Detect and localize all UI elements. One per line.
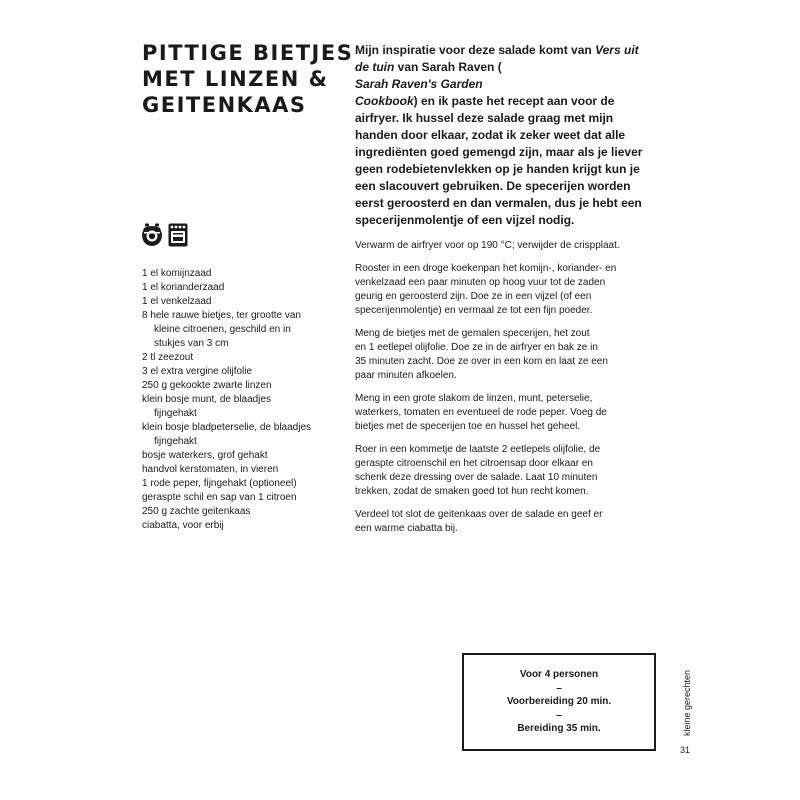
ingredient-item: bosje waterkers, grof gehakt <box>142 450 268 461</box>
title-line: PITTIGE BIETJES <box>142 41 354 65</box>
ingredients-list <box>142 267 332 533</box>
method-step: Roer in een kommetje de laatste 2 eetlepels olijfolie, de geraspte citroenschil en het citroensap door elkaar en schenk deze dressing over de salade. Laat 10 minuten trekken, zodat de smaken goed tot hun recht komen. <box>355 444 601 497</box>
recipe-intro <box>355 42 655 229</box>
cook-time: Bereiding 35 min. <box>517 723 601 734</box>
ingredient-item: 1 el komijnzaad <box>142 268 212 279</box>
page-number: 31 <box>680 745 691 755</box>
intro-line: specerijenmolentje of een vijzel nodig. <box>355 213 575 227</box>
book-title: Vers uit <box>595 43 639 57</box>
ingredient-item: handvol kerstomaten, in vieren <box>142 464 279 475</box>
intro-line: handen door elkaar, zodat ik zeker weet dat alle <box>355 128 626 142</box>
ingredient-item: 250 g gekookte zwarte linzen <box>142 380 272 391</box>
oven-icon <box>168 223 188 247</box>
ingredient-item: klein bosje munt, de blaadjes fijngehakt <box>142 394 271 419</box>
intro-line: ingrediënten goed gemengd zijn, maar als je liever <box>355 145 643 159</box>
ingredient-item: 8 hele rauwe bietjes, ter grootte van kleine citroenen, geschild en in stukjes van 3 cm <box>142 310 301 349</box>
intro-line: de tuin van Sarah Raven ( <box>355 60 502 74</box>
book-title: Sarah Raven's Garden <box>355 77 483 91</box>
intro-line <box>355 76 655 93</box>
method-step: Verdeel tot slot de geitenkaas over de salade en geef er een warme ciabatta bij. <box>355 509 603 534</box>
method-steps <box>355 239 655 545</box>
ingredient-item: geraspte schil en sap van 1 citroen <box>142 492 297 503</box>
intro-line: een slacouvert gebruiken. De specerijen worden <box>355 179 631 193</box>
section-label: kleine gerechten <box>682 669 692 736</box>
servings: Voor 4 personen <box>519 669 599 680</box>
intro-line: Mijn inspiratie voor deze salade komt van Vers uit <box>355 43 639 57</box>
ingredient-item: 1 el korianderzaad <box>142 282 225 293</box>
ingredient-item: ciabatta, voor erbij <box>142 520 224 531</box>
recipe-title <box>142 40 354 118</box>
method-step: Meng in een grote slakom de linzen, munt, peterselie, waterkers, tomaten en eventueel de rode peper. Voeg de bietjes met de specerijen toe en hussel het geheel. <box>355 393 607 432</box>
ingredient-item: klein bosje bladpeterselie, de blaadjes fijngehakt <box>142 422 312 447</box>
intro-line: Cookbook) en ik paste het recept aan voor de <box>355 94 615 108</box>
book-title: de tuin <box>355 60 395 74</box>
ingredient-item: 1 el venkelzaad <box>142 296 212 307</box>
title-line: MET LINZEN & <box>142 67 329 91</box>
appliance-icons <box>141 223 188 247</box>
airfryer-icon <box>141 223 163 247</box>
intro-line: airfryer. Ik hussel deze salade graag met mijn <box>355 111 614 125</box>
intro-line: eerst geroosterd en dan vermalen, dus je hebt een <box>355 196 642 210</box>
method-step: Verwarm de airfryer voor op 190 °C; verwijder de crispplaat. <box>355 240 620 251</box>
book-title: Cookbook <box>355 94 414 108</box>
prep-time: Voorbereiding 20 min. <box>506 696 612 707</box>
ingredient-item: 1 rode peper, fijngehakt (optioneel) <box>142 478 297 489</box>
ingredient-item: 250 g zachte geitenkaas <box>142 506 251 517</box>
method-step: Meng de bietjes met de gemalen specerijen, het zout en 1 eetlepel olijfolie. Doe ze in de airfryer en bak ze in 35 minuten zacht. Doe ze over in een kom en laat ze een paar minuten afkoelen. <box>355 328 608 381</box>
intro-line: geen rodebietenvlekken op je handen krijgt kun je <box>355 162 640 176</box>
title-line: GEITENKAAS <box>142 93 307 117</box>
recipe-info-box <box>462 653 656 751</box>
ingredient-item: 2 tl zeezout <box>142 352 194 363</box>
ingredient-item: 3 el extra vergine olijfolie <box>142 366 253 377</box>
separator: – <box>556 709 562 721</box>
separator: – <box>556 682 562 694</box>
method-step: Rooster in een droge koekenpan het komijn-, koriander- en venkelzaad een paar minuten op hoog vuur tot de zaden geurig en geroosterd zijn. Doe ze in een vijzel (of een specerijenmolentje) en vermaal ze tot een fijn poeder. <box>355 263 617 316</box>
